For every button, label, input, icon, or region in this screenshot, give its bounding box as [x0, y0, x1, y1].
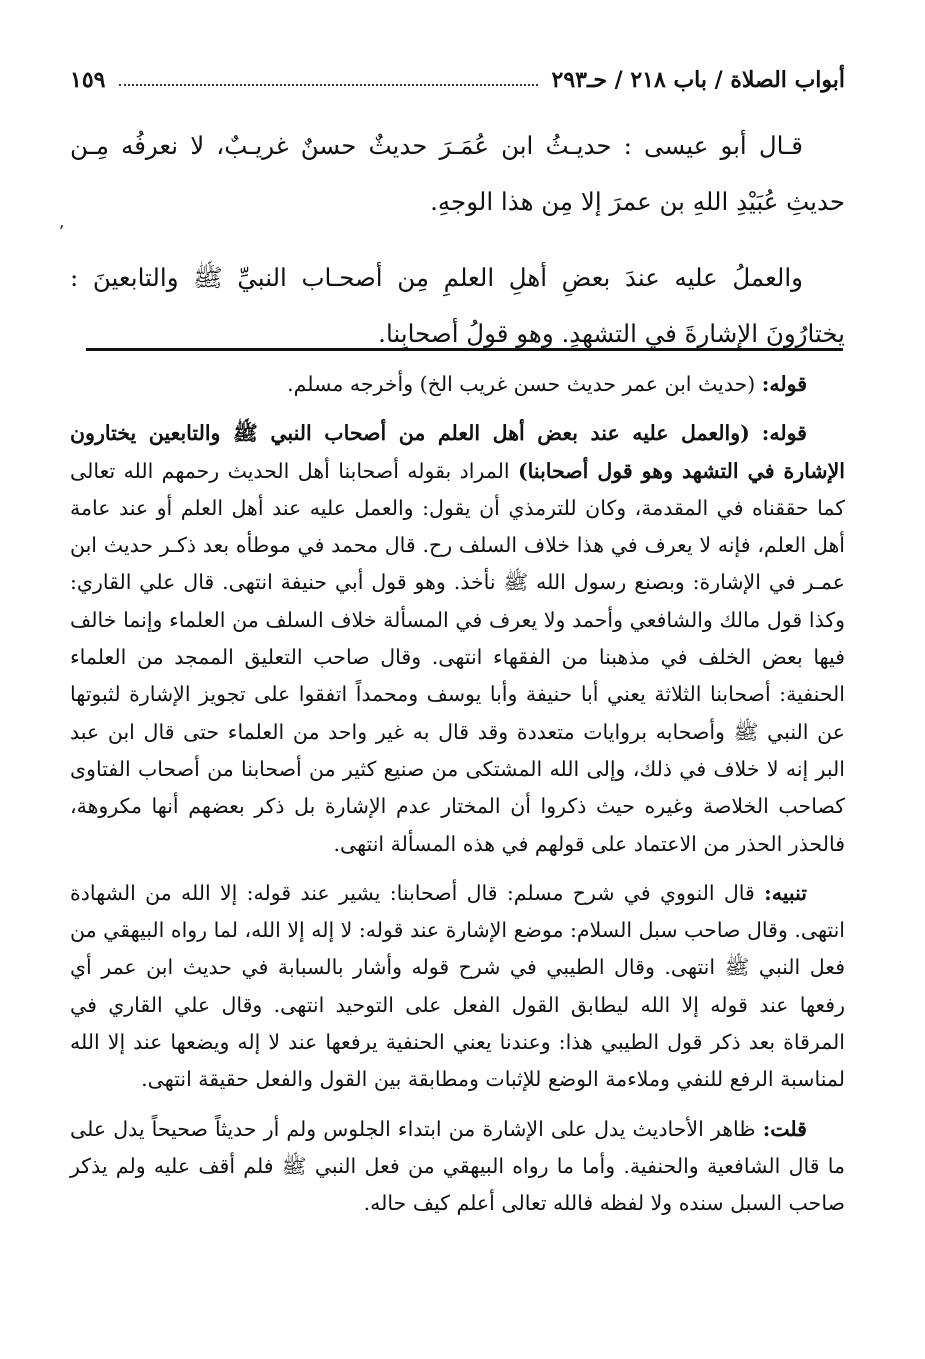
page-header: [70, 60, 845, 100]
main-paragraph-1: قـال أبو عيسى : حديـثُ ابن عُمَـرَ حديثٌ حسنٌ غريـبٌ، لا نعرفُه مِـن حديثِ عُبَيْدِ اللهِ بن عمرَ إلا مِن هذا الوجهِ.: [70, 131, 845, 216]
note-label: تنبيه:: [764, 880, 807, 905]
quoted-matn: (والعمل عليه عند بعض أهل العلم من أصحاب النبي ﷺ والتابعين يختارون الإشارة في التشهد وهو قول أصحابنا): [70, 421, 845, 483]
divider-line: [86, 348, 843, 351]
main-text: [70, 118, 845, 382]
commentary-paragraph-3: [70, 875, 845, 1099]
commentary-paragraph-1: [70, 366, 845, 403]
commentary-text: ظاهر الأحاديث يدل على الإشارة من ابتداء الجلوس ولم أر حديثاً صحيحاً يدل على ما قال الشافعية والحنفية. وأما ما رواه البيهقي من فعل النبي ﷺ فلم أقف عليه ولم يذكر صاحب السبل سنده ولا لفظه فالله تعالى أعلم كيف حاله.: [70, 1116, 845, 1216]
margin-mark: ʼ: [58, 222, 64, 243]
page-number: ١٥٩: [70, 67, 106, 93]
commentary-paragraph-4: [70, 1111, 845, 1223]
commentary-text: (حديث ابن عمر حديث حسن غريب الخ) وأخرجه مسلم.: [287, 372, 756, 396]
main-paragraph-2: والعملُ عليه عندَ بعضِ أهلِ العلمِ مِن أصحـاب النبيِّ ﷺ والتابعينَ : يختارُونَ الإشارةَ في التشهدِ. وهو قولُ أصحابِنا.: [70, 263, 845, 348]
commentary-text: المراد بقوله أصحابنا أهل الحديث رحمهم الله تعالى كما حققناه في المقدمة، وكان للترمذي أن يقول: والعمل عليه عند أهل العلم أو عند عامة أهل العلم، فإنه لا يعرف في هذا خلاف السلف رح. قال محمد في موطأه بعد ذكـر حديث ابن عمـر في الإشارة: وبصنع رسول الله ﷺ نأخذ. وهو قول أبي حنيفة انتهى. قال علي القاري: وكذا قول مالك والشافعي وأحمد ولا يعرف في المسألة خلاف السلف من العلماء وإنما خالف فيها بعض الخلف في مذهبنا من الفقهاء انتهى. وقال صاحب التعليق الممجد من العلماء الحنفية: أصحابنا الثلاثة يعني أبا حنيفة وأبا يوسف ومحمداً اتفقوا على تجويز الإشارة لثبوتها عن النبي ﷺ وأصحابه بروايات متعددة وقد قال به غير واحد من العلماء حتى قال ابن عبد البر إنه لا خلاف في ذلك، وإلى الله المشتكى من صنيع كثير من أصحابنا من أصحاب الفتاوى كصاحب الخلاصة وغيره حيث ذكروا أن المختار عدم الإشارة بل ذكر بعضهم أنها مكروهة، فالحذر الحذر من الاعتماد على قولهم في هذه المسألة انتهى.: [70, 458, 845, 856]
header-leader-dots: [119, 74, 537, 86]
commentary-text: قال النووي في شرح مسلم: قال أصحابنا: يشير عند قوله: إلا الله من الشهادة انتهى. وقال صاحب سبل السلام: موضع الإشارة عند قوله: لا إله إلا الله، لما رواه البيهقي من فعل النبي ﷺ انتهى. وقال الطيبي في شرح قوله وأشار بالسبابة في حديث ابن عمر أي رفعها عند قوله إلا الله ليطابق القول الفعل على التوحيد انتهى. وقال علي القاري في المرقاة بعد ذكر قول الطيبي هذا: وعندنا يعني الحنفية يرفعها عند لا إله ويضعها عند إلا الله لمناسبة الرفع للنفي وملاءمة الوضع للإثبات ومطابقة بين القول والفعل حقيقة انتهى.: [70, 880, 845, 1092]
running-title: أبواب الصلاة / باب ٢١٨ / حـ٢٩٣: [551, 67, 845, 93]
commentary-label: قوله:: [761, 421, 807, 446]
commentary-label: قوله:: [761, 372, 807, 396]
author-remark-label: قلت:: [762, 1116, 807, 1141]
commentary-paragraph-2: [70, 415, 845, 863]
commentary: [70, 366, 845, 1235]
